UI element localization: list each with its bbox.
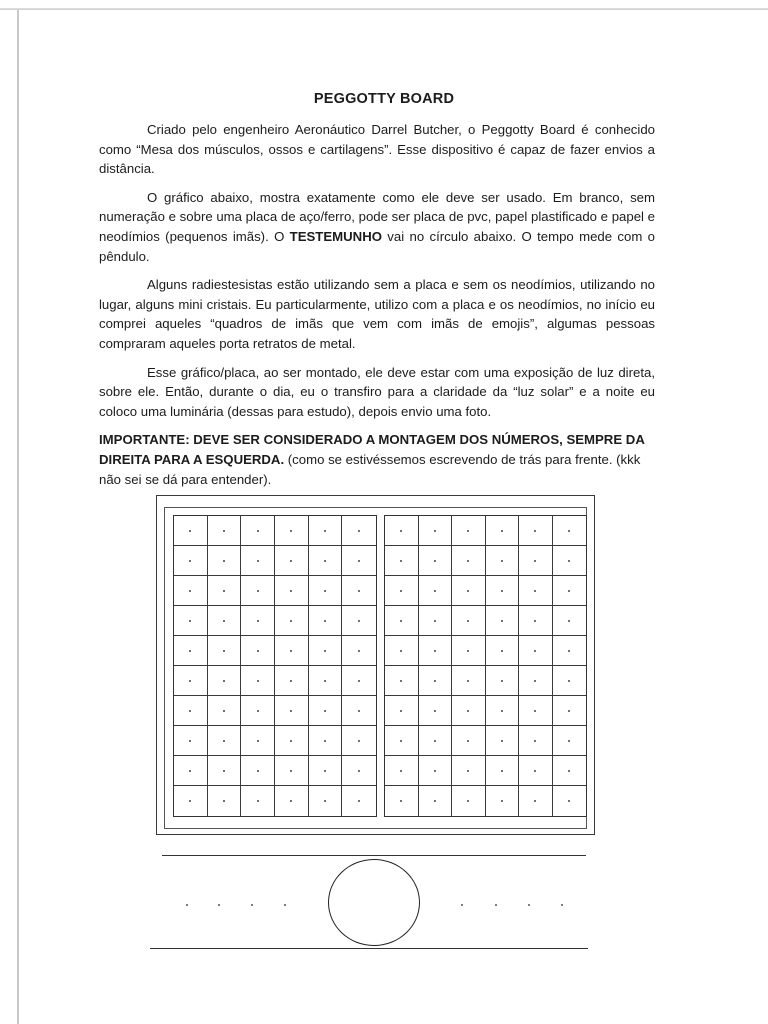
testemunho-bold: TESTEMUNHO <box>289 228 382 244</box>
grid-cell <box>553 666 587 696</box>
grid-cell <box>553 606 587 636</box>
paragraph-crystals: Alguns radiestesistas estão utilizando sem a placa e sem os neodímios, utilizando no lugar, alguns mini cristais. Eu particularmente, utilizo com a placa e os neodímios, no início eu comprei aqueles “quadros de imãs que vem com imãs de emojis”, algumas pessoas compraram aqueles porta retratos de metal. <box>99 277 655 351</box>
grid-cell <box>208 786 242 816</box>
grid-cell <box>385 696 419 726</box>
grid-right <box>384 515 587 817</box>
grid-cell <box>208 546 242 576</box>
grid-cell <box>275 516 309 546</box>
grid-cell <box>174 666 208 696</box>
grid-cell <box>519 726 553 756</box>
grid-cell <box>452 696 486 726</box>
grid-cell <box>419 786 453 816</box>
grid-cell <box>385 666 419 696</box>
grid-cell <box>174 756 208 786</box>
grid-cell <box>241 576 275 606</box>
grid-cell <box>419 576 453 606</box>
grid-cell <box>342 696 376 726</box>
paragraph-usage <box>99 188 655 266</box>
grid-cell <box>452 546 486 576</box>
paragraph-intro: Criado pelo engenheiro Aeronáutico Darrel Butcher, o Peggotty Board é conhecido como “Mesa dos músculos, ossos e cartilagens”. Esse dispositivo é capaz de fazer envios a distância. <box>99 122 655 177</box>
grid-cell <box>174 636 208 666</box>
grid-cell <box>519 636 553 666</box>
grid-cell <box>174 516 208 546</box>
grid-cell <box>553 546 587 576</box>
grid-cell <box>419 696 453 726</box>
dot-mark <box>186 904 188 906</box>
dot-mark <box>284 904 286 906</box>
grid-cell <box>385 726 419 756</box>
grid-cell <box>241 666 275 696</box>
grid-cell <box>519 756 553 786</box>
grid-cell <box>208 666 242 696</box>
grid-cell <box>486 636 520 666</box>
grid-cell <box>419 666 453 696</box>
grid-cell <box>486 576 520 606</box>
dot-mark <box>461 904 463 906</box>
scan-left-edge <box>17 10 19 1024</box>
grid-cell <box>208 576 242 606</box>
grid-cell <box>309 516 343 546</box>
dot-mark <box>218 904 220 906</box>
grid-cell <box>275 786 309 816</box>
grid-cell <box>309 606 343 636</box>
grid-cell <box>385 756 419 786</box>
grid-cell <box>309 696 343 726</box>
grid-cell <box>342 666 376 696</box>
grid-cell <box>419 756 453 786</box>
grid-cell <box>385 516 419 546</box>
testemunho-circle <box>328 859 420 946</box>
grid-cell <box>553 696 587 726</box>
grid-cell <box>452 756 486 786</box>
grid-cell <box>486 546 520 576</box>
grid-cell <box>419 606 453 636</box>
grid-cell <box>342 576 376 606</box>
grid-cell <box>275 726 309 756</box>
grid-cell <box>208 636 242 666</box>
grid-cell <box>208 756 242 786</box>
grid-cell <box>452 636 486 666</box>
grid-cell <box>241 636 275 666</box>
grid-cell <box>419 726 453 756</box>
dot-mark <box>561 904 563 906</box>
grid-cell <box>553 786 587 816</box>
paragraph-important <box>99 430 655 489</box>
grid-cell <box>519 606 553 636</box>
dot-mark <box>495 904 497 906</box>
grid-cell <box>452 666 486 696</box>
grid-cell <box>241 516 275 546</box>
dot-mark <box>251 904 253 906</box>
grid-cell <box>486 516 520 546</box>
grid-cell <box>241 606 275 636</box>
grid-cell <box>174 606 208 636</box>
grid-cell <box>275 576 309 606</box>
grid-cell <box>241 726 275 756</box>
grid-cell <box>208 696 242 726</box>
important-rest: (como se estivéssemos escrevendo de trás para frente. (kkk não sei se dá para entender). <box>99 451 641 487</box>
grid-cell <box>275 696 309 726</box>
grid-cell <box>385 636 419 666</box>
grid-cell <box>208 516 242 546</box>
grid-cell <box>385 786 419 816</box>
grid-cell <box>309 666 343 696</box>
grid-cell <box>309 786 343 816</box>
grid-cell <box>385 546 419 576</box>
grid-cell <box>452 606 486 636</box>
grid-cell <box>553 756 587 786</box>
grid-cell <box>486 726 520 756</box>
grid-cell <box>174 546 208 576</box>
grid-cell <box>452 786 486 816</box>
board-bottom-line <box>150 948 588 949</box>
grid-cell <box>342 786 376 816</box>
grid-cell <box>241 696 275 726</box>
grid-cell <box>174 786 208 816</box>
grid-cell <box>419 516 453 546</box>
grid-cell <box>385 606 419 636</box>
grid-cell <box>452 516 486 546</box>
grid-cell <box>174 726 208 756</box>
grid-cell <box>486 696 520 726</box>
grid-cell <box>309 636 343 666</box>
document-body <box>99 120 655 498</box>
grid-cell <box>519 546 553 576</box>
grid-cell <box>241 786 275 816</box>
grid-cell <box>385 576 419 606</box>
paragraph-usage-text: O gráfico abaixo, mostra exatamente como ele deve ser usado. Em branco, sem numeração e sobre uma placa de aço/ferro, pode ser placa de pvc, papel plastificado e papel e neodímios (pequenos imãs). O <box>99 189 655 244</box>
grid-cell <box>275 606 309 636</box>
grid-cell <box>452 726 486 756</box>
peggotty-board-diagram <box>148 495 596 967</box>
grid-cell <box>553 576 587 606</box>
grid-cell <box>486 606 520 636</box>
grid-cell <box>174 576 208 606</box>
grid-cell <box>309 726 343 756</box>
grid-cell <box>486 786 520 816</box>
grid-cell <box>275 546 309 576</box>
important-bold: IMPORTANTE: DEVE SER CONSIDERADO A MONTAGEM DOS NÚMEROS, SEMPRE DA DIREITA PARA A ESQUERDA. <box>99 432 645 467</box>
grid-cell <box>309 576 343 606</box>
grid-cell <box>519 786 553 816</box>
grid-cell <box>342 516 376 546</box>
grid-cell <box>519 516 553 546</box>
grid-cell <box>342 726 376 756</box>
grid-cell <box>275 666 309 696</box>
paragraph-usage-end: vai no círculo abaixo. O tempo mede com o pêndulo. <box>99 228 655 264</box>
grid-cell <box>275 636 309 666</box>
grid-cell <box>342 636 376 666</box>
grid-cell <box>309 546 343 576</box>
grid-cell <box>241 756 275 786</box>
grid-cell <box>342 606 376 636</box>
grid-cell <box>553 726 587 756</box>
grid-cell <box>309 756 343 786</box>
grid-cell <box>342 756 376 786</box>
grid-cell <box>419 636 453 666</box>
paragraph-light: Esse gráfico/placa, ao ser montado, ele deve estar com uma exposição de luz direta, sobre ele. Então, durante o dia, eu o transfiro para a claridade da “luz solar” e a noite eu coloco uma luminária (dessas para estudo), depois envio uma foto. <box>99 364 655 419</box>
grid-cell <box>241 546 275 576</box>
board-separator-line <box>162 855 586 856</box>
grid-cell <box>519 666 553 696</box>
dot-mark <box>528 904 530 906</box>
grid-cell <box>486 666 520 696</box>
grid-cell <box>208 606 242 636</box>
grid-cell <box>519 576 553 606</box>
grid-cell <box>419 546 453 576</box>
grid-cell <box>553 636 587 666</box>
grid-cell <box>519 696 553 726</box>
grid-cell <box>452 576 486 606</box>
grid-cell <box>342 546 376 576</box>
grid-cell <box>275 756 309 786</box>
grid-cell <box>208 726 242 756</box>
grid-cell <box>174 696 208 726</box>
grid-left <box>173 515 377 817</box>
scan-top-edge <box>0 8 768 10</box>
grid-cell <box>486 756 520 786</box>
grid-cell <box>553 516 587 546</box>
page-title: PEGGOTTY BOARD <box>313 91 455 107</box>
